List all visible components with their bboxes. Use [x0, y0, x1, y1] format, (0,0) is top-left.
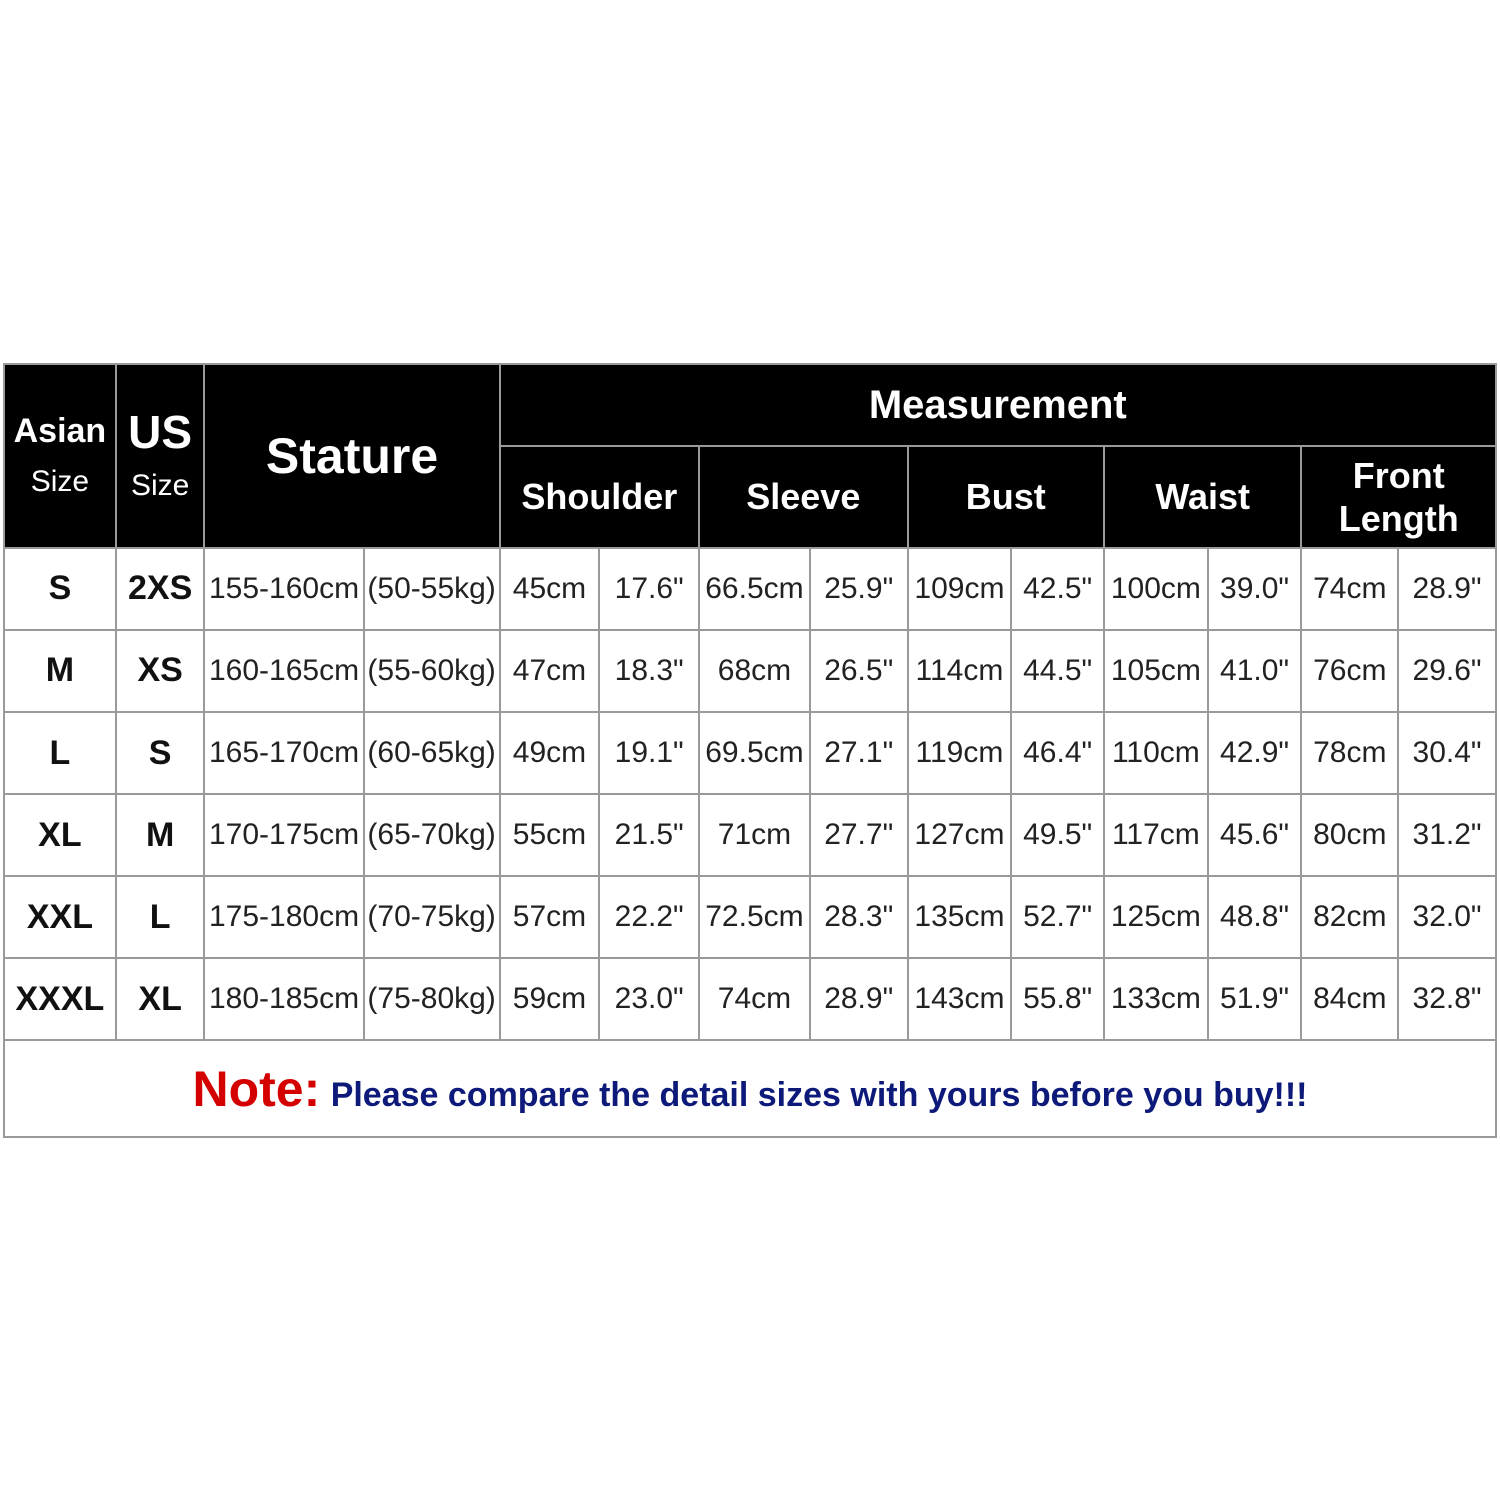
sleeve-cm-cell: 72.5cm [700, 877, 811, 959]
asian-size-cell: XXXL [5, 959, 117, 1041]
asian-size-cell: M [5, 631, 117, 713]
front-length-cm-cell: 82cm [1302, 877, 1399, 959]
bust-in-cell: 55.8" [1012, 959, 1105, 1041]
shoulder-in-cell: 19.1" [600, 713, 700, 795]
weight-cell: (75-80kg) [365, 959, 501, 1041]
sleeve-cm-cell: 74cm [700, 959, 811, 1041]
waist-in-cell: 39.0" [1209, 549, 1303, 631]
shoulder-cm-cell: 49cm [501, 713, 601, 795]
header-us-size [117, 365, 206, 549]
sleeve-in-cell: 27.1" [811, 713, 909, 795]
sleeve-in-cell: 25.9" [811, 549, 909, 631]
weight-cell: (55-60kg) [365, 631, 501, 713]
weight-cell: (50-55kg) [365, 549, 501, 631]
sleeve-in-cell: 26.5" [811, 631, 909, 713]
front-length-cm-cell: 84cm [1302, 959, 1399, 1041]
height-cell: 155-160cm [205, 549, 364, 631]
bust-in-cell: 42.5" [1012, 549, 1105, 631]
note-label: Note: [192, 1060, 321, 1117]
bust-cm-cell: 109cm [909, 549, 1013, 631]
height-cell: 160-165cm [205, 631, 364, 713]
weight-cell: (70-75kg) [365, 877, 501, 959]
waist-cm-cell: 125cm [1105, 877, 1209, 959]
waist-cm-cell: 110cm [1105, 713, 1209, 795]
size-rows [5, 549, 1497, 1042]
front-length-cm-cell: 78cm [1302, 713, 1399, 795]
shoulder-in-cell: 23.0" [600, 959, 700, 1041]
shoulder-cm-cell: 45cm [501, 549, 601, 631]
waist-in-cell: 48.8" [1209, 877, 1303, 959]
front-length-in-cell: 31.2" [1399, 795, 1497, 877]
header-front-length [1302, 447, 1497, 549]
shoulder-cm-cell: 59cm [501, 959, 601, 1041]
front-length-in-cell: 32.0" [1399, 877, 1497, 959]
us-size-cell: XS [117, 631, 206, 713]
front-length-in-cell: 30.4" [1399, 713, 1497, 795]
us-size-cell: XL [117, 959, 206, 1041]
us-size-cell: 2XS [117, 549, 206, 631]
header-sleeve: Sleeve [700, 447, 909, 549]
front-length-in-cell: 28.9" [1399, 549, 1497, 631]
size-row [5, 795, 1497, 877]
shoulder-cm-cell: 57cm [501, 877, 601, 959]
us-size-cell: S [117, 713, 206, 795]
sleeve-cm-cell: 66.5cm [700, 549, 811, 631]
waist-cm-cell: 100cm [1105, 549, 1209, 631]
sleeve-in-cell: 28.3" [811, 877, 909, 959]
weight-cell: (60-65kg) [365, 713, 501, 795]
bust-in-cell: 52.7" [1012, 877, 1105, 959]
header-bust: Bust [909, 447, 1105, 549]
waist-in-cell: 45.6" [1209, 795, 1303, 877]
bust-cm-cell: 135cm [909, 877, 1013, 959]
header-row-top [5, 365, 1497, 447]
shoulder-in-cell: 17.6" [600, 549, 700, 631]
waist-in-cell: 41.0" [1209, 631, 1303, 713]
height-cell: 165-170cm [205, 713, 364, 795]
note-row [5, 1041, 1497, 1138]
sleeve-cm-cell: 69.5cm [700, 713, 811, 795]
sleeve-cm-cell: 68cm [700, 631, 811, 713]
us-size-cell: L [117, 877, 206, 959]
height-cell: 170-175cm [205, 795, 364, 877]
asian-size-cell: XXL [5, 877, 117, 959]
asian-size-cell: XL [5, 795, 117, 877]
header-shoulder: Shoulder [501, 447, 700, 549]
waist-cm-cell: 117cm [1105, 795, 1209, 877]
size-row [5, 549, 1497, 631]
height-cell: 180-185cm [205, 959, 364, 1041]
height-cell: 175-180cm [205, 877, 364, 959]
bust-in-cell: 44.5" [1012, 631, 1105, 713]
shoulder-cm-cell: 55cm [501, 795, 601, 877]
size-row [5, 631, 1497, 713]
header-asian-label: Asian [13, 412, 107, 451]
note-cell [5, 1041, 1497, 1138]
header-stature: Stature [205, 365, 500, 549]
asian-size-cell: L [5, 713, 117, 795]
header-asian-size [5, 365, 117, 549]
header-waist: Waist [1105, 447, 1302, 549]
waist-cm-cell: 133cm [1105, 959, 1209, 1041]
header-us-label: US [128, 405, 193, 458]
sleeve-in-cell: 27.7" [811, 795, 909, 877]
shoulder-in-cell: 21.5" [600, 795, 700, 877]
weight-cell: (65-70kg) [365, 795, 501, 877]
header-asian-sub: Size [30, 465, 90, 499]
asian-size-cell: S [5, 549, 117, 631]
sleeve-cm-cell: 71cm [700, 795, 811, 877]
sleeve-in-cell: 28.9" [811, 959, 909, 1041]
size-row [5, 959, 1497, 1041]
front-length-cm-cell: 76cm [1302, 631, 1399, 713]
waist-in-cell: 51.9" [1209, 959, 1303, 1041]
bust-cm-cell: 114cm [909, 631, 1013, 713]
bust-cm-cell: 143cm [909, 959, 1013, 1041]
note-text: Please compare the detail sizes with yours before you buy!!! [330, 1075, 1308, 1114]
shoulder-in-cell: 22.2" [600, 877, 700, 959]
front-length-cm-cell: 80cm [1302, 795, 1399, 877]
header-front-length-line2: Length [1338, 497, 1459, 539]
bust-in-cell: 49.5" [1012, 795, 1105, 877]
bust-in-cell: 46.4" [1012, 713, 1105, 795]
bust-cm-cell: 127cm [909, 795, 1013, 877]
waist-cm-cell: 105cm [1105, 631, 1209, 713]
header-us-sub: Size [130, 468, 190, 502]
waist-in-cell: 42.9" [1209, 713, 1303, 795]
size-row [5, 877, 1497, 959]
size-row [5, 713, 1497, 795]
shoulder-in-cell: 18.3" [600, 631, 700, 713]
header-measurement: Measurement [501, 365, 1497, 447]
size-chart-table [3, 363, 1497, 1138]
front-length-in-cell: 29.6" [1399, 631, 1497, 713]
front-length-in-cell: 32.8" [1399, 959, 1497, 1041]
shoulder-cm-cell: 47cm [501, 631, 601, 713]
us-size-cell: M [117, 795, 206, 877]
front-length-cm-cell: 74cm [1302, 549, 1399, 631]
header-front-length-line1: Front [1352, 454, 1445, 496]
bust-cm-cell: 119cm [909, 713, 1013, 795]
